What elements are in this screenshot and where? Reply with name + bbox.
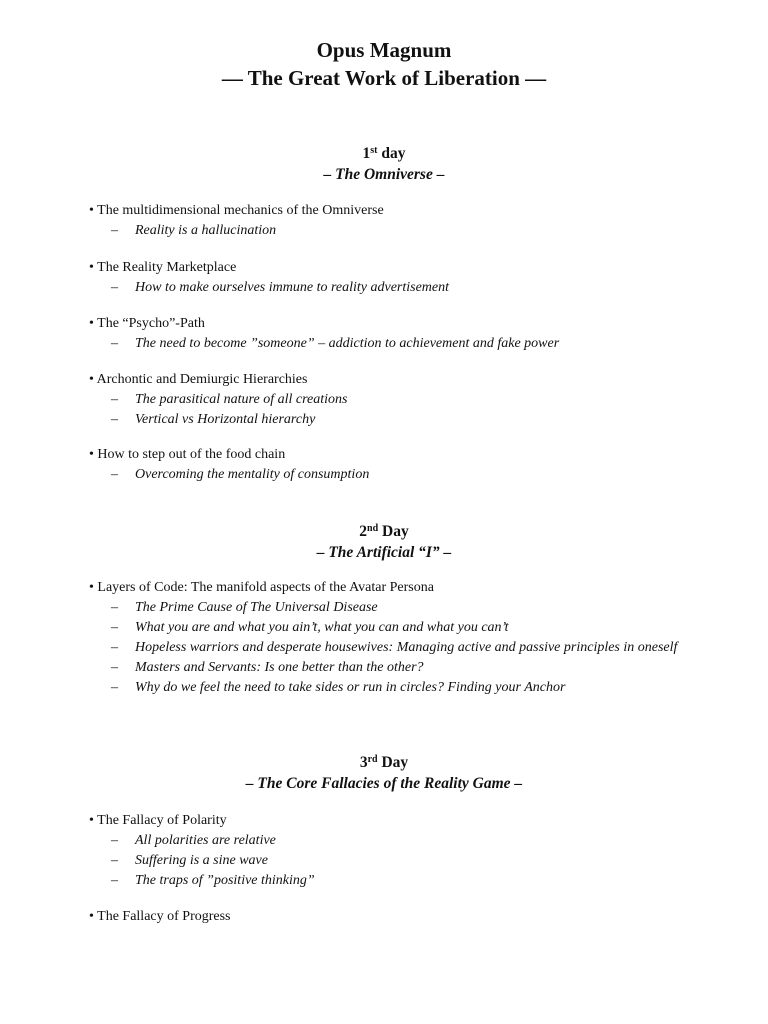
subtopic-list (89, 334, 689, 354)
subtopic-item: – All polarities are relative (111, 833, 276, 848)
topic-bullet: • The multidimensional mechanics of the Omniverse (89, 203, 384, 218)
day-1-theme: – The Omniverse – (323, 166, 445, 183)
day-3-label: 3rd Day (359, 754, 409, 771)
subtopic-list (89, 278, 689, 298)
subtopic-item: – Reality is a hallucination (111, 223, 277, 238)
subtopic-item: – Masters and Servants: Is one better than the other? (111, 660, 424, 675)
subtopic-list (89, 221, 689, 241)
day-1-label: 1st day (362, 145, 406, 162)
subtopic-item: – What you are and what you ain’t, what you can and what you can’t (111, 620, 509, 635)
day-3-theme: – The Core Fallacies of the Reality Game – (245, 775, 523, 792)
subtopic-item: – The traps of ”positive thinking” (111, 873, 315, 888)
subtopic-list (89, 598, 689, 698)
topic-bullet: • Layers of Code: The manifold aspects of the Avatar Persona (89, 580, 434, 595)
document-title-block (0, 36, 768, 92)
subtopic-item: – Hopeless warriors and desperate housewives: Managing active and passive principles in oneself (111, 640, 678, 655)
day-2-label: 2nd Day (359, 523, 409, 540)
topic-psycho-path (89, 314, 689, 354)
subtopic-list (89, 831, 689, 891)
document-subtitle: — The Great Work of Liberation — (221, 66, 547, 90)
topic-bullet: • The “Psycho”-Path (89, 316, 205, 331)
subtopic-item: – Vertical vs Horizontal hierarchy (111, 412, 316, 427)
subtopic-item: – Why do we feel the need to take sides or run in circles? Finding your Anchor (111, 680, 566, 695)
topic-bullet: • How to step out of the food chain (89, 447, 286, 462)
topic-bullet: • The Reality Marketplace (89, 260, 237, 275)
topic-hierarchies (89, 370, 689, 430)
topic-bullet: • The Fallacy of Polarity (89, 813, 227, 828)
subtopic-list (89, 390, 689, 430)
subtopic-item: – How to make ourselves immune to reality advertisement (111, 280, 450, 295)
day-2-header (0, 522, 768, 564)
topic-fallacy-of-progress (89, 907, 689, 927)
day-1-header (0, 144, 768, 186)
subtopic-item: – The need to become ”someone” – addiction to achievement and fake power (111, 336, 560, 351)
topic-omniverse-mechanics (89, 201, 689, 241)
topic-bullet: • Archontic and Demiurgic Hierarchies (89, 372, 308, 387)
topic-bullet: • The Fallacy of Progress (89, 909, 231, 924)
subtopic-list (89, 465, 689, 485)
document-title: Opus Magnum (316, 38, 452, 62)
topic-reality-marketplace (89, 258, 689, 298)
topic-food-chain (89, 445, 689, 485)
subtopic-item: – Overcoming the mentality of consumption (111, 467, 370, 482)
day-3-header (0, 753, 768, 795)
day-2-theme: – The Artificial “I” – (316, 544, 452, 561)
topic-fallacy-of-polarity (89, 811, 689, 891)
topic-layers-of-code (89, 578, 689, 698)
subtopic-item: – The Prime Cause of The Universal Disease (111, 600, 378, 615)
subtopic-item: – Suffering is a sine wave (111, 853, 268, 868)
subtopic-item: – The parasitical nature of all creations (111, 392, 348, 407)
